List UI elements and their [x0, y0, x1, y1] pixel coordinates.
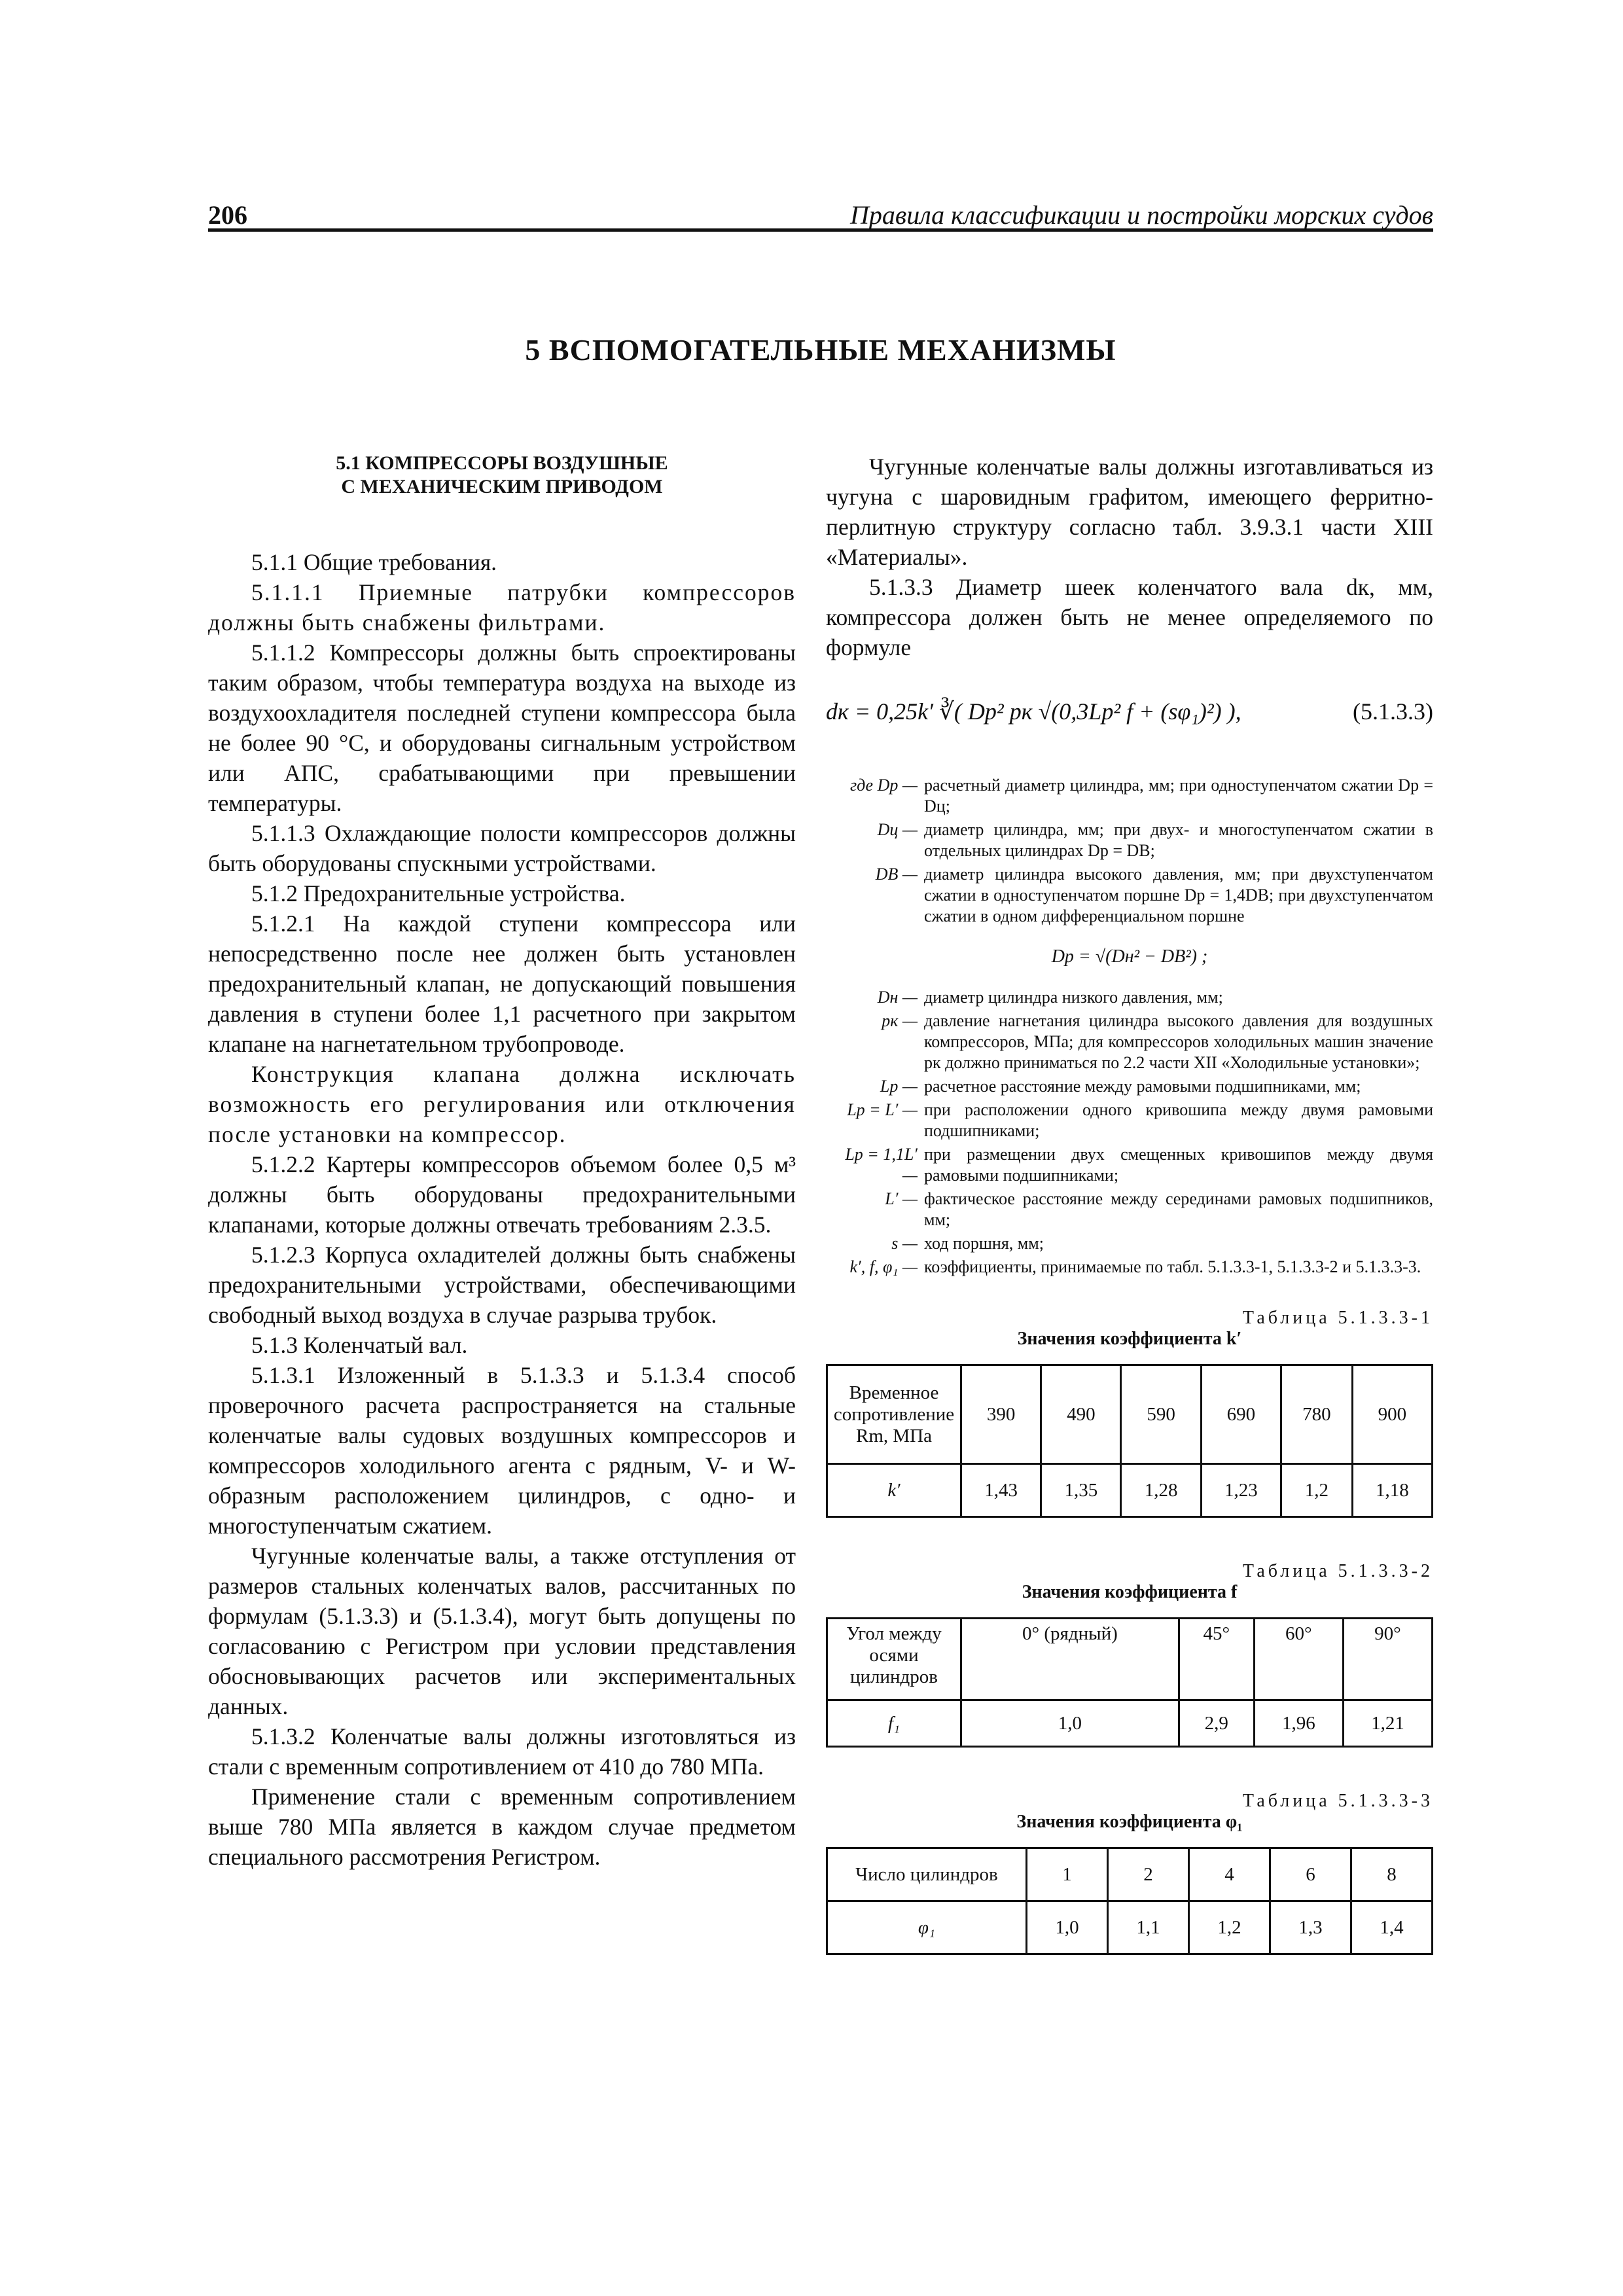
definition-item	[826, 1189, 1433, 1230]
table-cell: 900	[1352, 1365, 1432, 1464]
table-cell: 1,28	[1121, 1464, 1201, 1517]
table-cell: 1,96	[1254, 1700, 1343, 1747]
table-cell: 1,1	[1108, 1901, 1189, 1954]
definition-item	[826, 775, 1433, 817]
table-cell: 0° (рядный)	[961, 1619, 1179, 1700]
table-3-title: Значения коэффициента φ₁	[1016, 1812, 1243, 1832]
table-cell: 6	[1270, 1848, 1351, 1901]
table-cell: 60°	[1254, 1619, 1343, 1700]
definition-text: расчетное расстояние между рамовыми подшипниками, мм;	[924, 1077, 1361, 1096]
table-cell: 1,23	[1201, 1464, 1281, 1517]
definition-text: давление нагнетания цилиндра высокого давления для воздушных компрессоров, МПа; для компрессоров холодильных машин значение pк должно приниматься по 2.2 части XII «Холодильные установки»;	[924, 1011, 1433, 1072]
definition-symbol: Lр —	[880, 1077, 918, 1096]
table-header-cell: Временное сопротивление Rm, МПа	[827, 1365, 961, 1464]
paragraph-5-1-3: 5.1.3 Коленчатый вал.	[251, 1332, 468, 1358]
page-header	[208, 200, 1433, 232]
running-title: Правила классификации и постройки морских судов	[849, 200, 1433, 230]
paragraph-5-1-1-1: 5.1.1.1 Приемные патрубки компрессоров должны быть снабжены фильтрами.	[208, 579, 796, 636]
paragraph-cast-iron-graphite: Чугунные коленчатые валы должны изготавливаться из чугуна с шаровидным графитом, имеющего ферритно-перлитную структуру согласно табл. 3.9.3.1 части XIII «Материалы».	[826, 454, 1433, 570]
paragraph-5-1-1-3: 5.1.1.3 Охлаждающие полости компрессоров должны быть оборудованы спускными устройствами.	[208, 820, 796, 876]
table-cell: 390	[961, 1365, 1041, 1464]
definition-symbol: Dн —	[877, 988, 918, 1007]
right-column	[826, 452, 1433, 1955]
paragraph-5-1-2: 5.1.2 Предохранительные устройства.	[251, 880, 626, 906]
table-row-label: k′	[827, 1464, 961, 1517]
definition-symbol: pк —	[882, 1011, 918, 1030]
formula-number: (5.1.3.3)	[1353, 698, 1433, 725]
table-row	[827, 1901, 1433, 1954]
section-heading-line2: С МЕХАНИЧЕСКИМ ПРИВОДОМ	[341, 476, 663, 497]
definition-item	[826, 1076, 1433, 1097]
table-3-label: Таблица 5.1.3.3-3	[1242, 1791, 1433, 1811]
definition-text: расчетный диаметр цилиндра, мм; при одноступенчатом сжатии Dр = Dц;	[924, 776, 1433, 816]
definition-item	[826, 1011, 1433, 1073]
table-2-title: Значения коэффициента f	[1022, 1582, 1238, 1602]
paragraph-5-1-2-1: 5.1.2.1 На каждой ступени компрессора или непосредственно после нее должен быть установлен предохранительный клапан, не допускающий повышения давления в ступени более 1,1 расчетного при закрытом клапане на нагнетательном трубопроводе.	[208, 910, 796, 1057]
table-cell: 1,0	[1027, 1901, 1108, 1954]
table-row	[827, 1848, 1433, 1901]
section-heading	[208, 452, 796, 499]
definition-item	[826, 1144, 1433, 1186]
table-1-title: Значения коэффициента k′	[1017, 1329, 1242, 1349]
definition-text: коэффициенты, принимаемые по табл. 5.1.3.3-1, 5.1.3.3-2 и 5.1.3.3-3.	[924, 1257, 1421, 1276]
table-cell: 590	[1121, 1365, 1201, 1464]
table-2	[826, 1617, 1433, 1748]
paragraph-5-1-3-2: 5.1.3.2 Коленчатые валы должны изготовляться из стали с временным сопротивлением от 410 до 780 МПа.	[208, 1723, 796, 1780]
paragraph-5-1-1-2: 5.1.1.2 Компрессоры должны быть спроектированы таким образом, чтобы температура воздуха на выходе из воздухоохладителя последней ступени компрессора была не более 90 °С, и оборудованы сигнальным устройством или АПС, срабатывающими при превышении температуры.	[208, 639, 796, 816]
table-cell: 1,18	[1352, 1464, 1432, 1517]
table-1	[826, 1364, 1433, 1518]
formula-expression: dк = 0,25k′ ∛( Dр² pк √(0,3Lр² f + (sφ₁)²) ),	[826, 698, 1241, 725]
table-cell: 2	[1108, 1848, 1189, 1901]
definition-symbol: Lр = 1,1L′ —	[845, 1145, 918, 1185]
left-column	[208, 452, 796, 1872]
table-3	[826, 1847, 1433, 1955]
definition-item	[826, 1100, 1433, 1141]
table-header-cell: Число цилиндров	[827, 1848, 1027, 1901]
table-cell: 2,9	[1179, 1700, 1254, 1747]
table-cell: 1,43	[961, 1464, 1041, 1517]
table-cell: 1,3	[1270, 1901, 1351, 1954]
paragraph-5-1-3-1: 5.1.3.1 Изложенный в 5.1.3.3 и 5.1.3.4 способ проверочного расчета распространяется на стальные коленчатые валы судовых воздушных компрессоров и компрессоров холодильного агента с рядным, V- и W-образным расположением цилиндров, с одно- и многоступенчатым сжатием.	[208, 1362, 796, 1539]
definition-text: фактическое расстояние между серединами рамовых подшипников, мм;	[924, 1189, 1433, 1229]
definition-item	[826, 1257, 1433, 1278]
definition-text: при расположении одного кривошипа между двумя рамовыми подшипниками;	[924, 1100, 1433, 1140]
table-cell: 1,21	[1343, 1700, 1432, 1747]
table-cell: 690	[1201, 1365, 1281, 1464]
table-header-cell: Угол между осями цилиндров	[827, 1619, 961, 1700]
table-cell: 1,2	[1189, 1901, 1270, 1954]
table-cell: 1,0	[961, 1700, 1179, 1747]
table-cell: 1,2	[1281, 1464, 1352, 1517]
paragraph-5-1-3-3: 5.1.3.3 Диаметр шеек коленчатого вала dк, мм, компрессора должен быть не менее определяемого по формуле	[826, 574, 1433, 660]
paragraph-valve-design: Конструкция клапана должна исключать возможность его регулирования или отключения после установки на компрессор.	[208, 1061, 796, 1147]
table-cell: 1	[1027, 1848, 1108, 1901]
definition-text: ход поршня, мм;	[924, 1234, 1044, 1253]
table-cell: 8	[1351, 1848, 1433, 1901]
table-row	[827, 1464, 1433, 1517]
definition-text: диаметр цилиндра низкого давления, мм;	[924, 988, 1223, 1007]
definition-item	[826, 987, 1433, 1008]
table-row-label: f₁	[827, 1700, 961, 1747]
table-cell: 490	[1041, 1365, 1121, 1464]
definition-symbol: Dц —	[877, 820, 918, 839]
definition-item	[826, 1233, 1433, 1254]
table-cell: 780	[1281, 1365, 1352, 1464]
definition-symbol: где Dр —	[849, 776, 918, 795]
table-cell: 4	[1189, 1848, 1270, 1901]
definition-text: диаметр цилиндра высокого давления, мм; при двухступенчатом сжатии в одноступенчатом поршне Dр = 1,4DВ; при двухступенчатом сжатии в одном дифференциальном поршне	[924, 865, 1433, 925]
definition-symbol: L′ —	[885, 1189, 918, 1208]
definitions-list	[826, 775, 1433, 1278]
paragraph-steel-above-780: Применение стали с временным сопротивлением выше 780 МПа является в каждом случае предметом специального рассмотрения Регистром.	[208, 1784, 796, 1870]
definition-text: при размещении двух смещенных кривошипов между двумя рамовыми подшипниками;	[924, 1145, 1433, 1185]
paragraph-cast-iron-shafts: Чугунные коленчатые валы, а также отступления от размеров стальных коленчатых валов, рассчитанных по формулам (5.1.3.3) и (5.1.3.4), могут быть допущены по согласованию с Регистром при условии представления обосновывающих расчетов или экспериментальных данных.	[208, 1543, 796, 1719]
paragraph-5-1-2-2: 5.1.2.2 Картеры компрессоров объемом более 0,5 м³ должны быть оборудованы предохранительными клапанами, которые должны отвечать требованиям 2.3.5.	[208, 1151, 796, 1238]
table-2-label: Таблица 5.1.3.3-2	[1242, 1561, 1433, 1581]
table-cell: 1,4	[1351, 1901, 1433, 1954]
table-row	[827, 1700, 1433, 1747]
table-row	[827, 1365, 1433, 1464]
definition-symbol: Lр = L′ —	[847, 1100, 918, 1119]
page-number: 206	[208, 200, 247, 230]
table-1-label: Таблица 5.1.3.3-1	[1242, 1308, 1433, 1328]
paragraph-5-1-1: 5.1.1 Общие требования.	[251, 549, 497, 575]
table-cell: 45°	[1179, 1619, 1254, 1700]
table-cell: 90°	[1343, 1619, 1432, 1700]
definition-symbol: k′, f, φ₁ —	[849, 1257, 918, 1276]
table-row	[827, 1619, 1433, 1700]
definition-item	[826, 864, 1433, 927]
definition-text: диаметр цилиндра, мм; при двух- и многоступенчатом сжатии в отдельных цилиндрах Dр = DВ;	[924, 820, 1433, 860]
table-cell: 1,35	[1041, 1464, 1121, 1517]
definition-symbol: DВ —	[875, 865, 918, 884]
chapter-title: 5 ВСПОМОГАТЕЛЬНЫЕ МЕХАНИЗМЫ	[525, 333, 1116, 367]
formula-5-1-3-3	[826, 682, 1433, 761]
definition-item	[826, 819, 1433, 861]
section-heading-line1: 5.1 КОМПРЕССОРЫ ВОЗДУШНЫЕ	[336, 452, 668, 474]
paragraph-5-1-2-3: 5.1.2.3 Корпуса охладителей должны быть снабжены предохранительными устройствами, обеспечивающими свободный выход воздуха в случае разрыва трубок.	[208, 1242, 796, 1328]
definition-symbol: s —	[891, 1234, 918, 1253]
table-row-label: φ₁	[827, 1901, 1027, 1954]
differential-piston-formula: Dр = √(Dн² − DВ²) ;	[1051, 946, 1208, 967]
